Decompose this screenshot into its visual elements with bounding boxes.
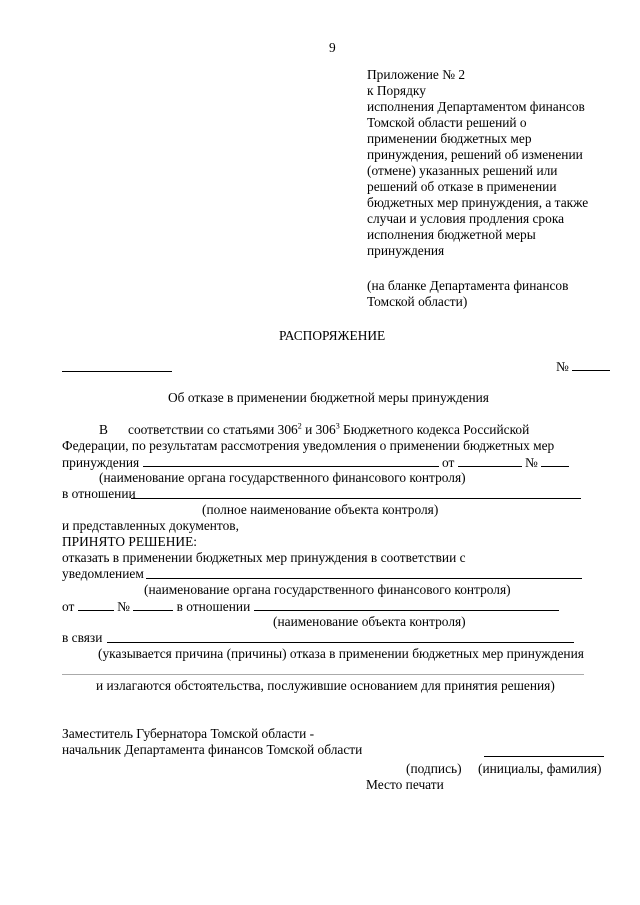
appendix-line: решений об отказе в применении [367, 179, 557, 194]
notification-line [146, 578, 582, 579]
appendix-line: исполнения бюджетной меры [367, 227, 536, 242]
from-line: от № в отношении [62, 598, 559, 615]
reason-line-2 [62, 674, 584, 675]
appendix-line: Приложение № 2 [367, 67, 466, 82]
hint-organ: (наименование органа государственного финансового контроля) [99, 470, 466, 485]
blank-note [367, 278, 568, 310]
appendix-block [367, 67, 588, 259]
position-line-1: Заместитель Губернатора Томской области - [62, 726, 315, 741]
object-line [131, 498, 581, 499]
appendix-line: (отмене) указанных решений или [367, 163, 558, 178]
regarding-label: в отношении [62, 486, 136, 501]
number-blank [572, 358, 610, 371]
hint-object: (наименование объекта контроля) [273, 614, 466, 629]
decision-heading: ПРИНЯТО РЕШЕНИЕ: [62, 534, 197, 549]
blank-note-line: Томской области) [367, 294, 468, 309]
reason-line [107, 642, 574, 643]
appendix-line: исполнения Департаментом финансов [367, 99, 585, 114]
in-connection-label: в связи [62, 630, 103, 645]
hint-object-full: (полное наименование объекта контроля) [202, 502, 439, 517]
body-word-v: В [99, 422, 108, 437]
document-title: РАСПОРЯЖЕНИЕ [279, 328, 386, 343]
appendix-line: применении бюджетных мер [367, 131, 532, 146]
page-number: 9 [329, 40, 336, 55]
number-label: № [556, 359, 569, 374]
stamp-label: Место печати [366, 777, 444, 792]
body-line-2: Федерации, по результатам рассмотрения уведомления о применении бюджетных мер [62, 438, 555, 453]
appendix-line: принуждения, решений об изменении [367, 147, 583, 162]
date-blank [458, 454, 522, 467]
organ-blank [143, 454, 439, 467]
hint-organ-2: (наименование органа государственного финансового контроля) [144, 582, 511, 597]
sign-label: (подпись) [406, 761, 462, 776]
and-documents: и представленных документов, [62, 518, 239, 533]
initials-line [484, 756, 604, 757]
initials-label: (инициалы, фамилия) [478, 761, 602, 776]
body-line-3: принуждения от № [62, 454, 569, 471]
appendix-line: к Порядку [367, 83, 426, 98]
appendix-line: Томской области решений о [367, 115, 527, 130]
body-line-1: соответствии со статьями $306^2$ и $306^3$ Бюджетного кодекса Российской [128, 421, 530, 437]
blank-note-line: (на бланке Департамента финансов [367, 278, 569, 293]
appendix-line: случаи и условия продления срока [367, 211, 565, 226]
notification-label: уведомлением [62, 566, 144, 581]
hint-reason-2: и излагаются обстоятельства, послужившие основанием для принятия решения) [96, 678, 555, 693]
num-blank [541, 454, 569, 467]
appendix-line: принуждения [367, 243, 445, 258]
document-subject: Об отказе в применении бюджетной меры принуждения [168, 390, 489, 405]
number-field [556, 358, 610, 375]
position-line-2: начальник Департамента финансов Томской области [62, 742, 363, 757]
date-line [62, 371, 172, 372]
refuse-line: отказать в применении бюджетных мер принуждения в соответствии с [62, 550, 466, 565]
appendix-line: бюджетных мер принуждения, а также [367, 195, 589, 210]
hint-reason: (указывается причина (причины) отказа в применении бюджетных мер принуждения [98, 646, 584, 661]
